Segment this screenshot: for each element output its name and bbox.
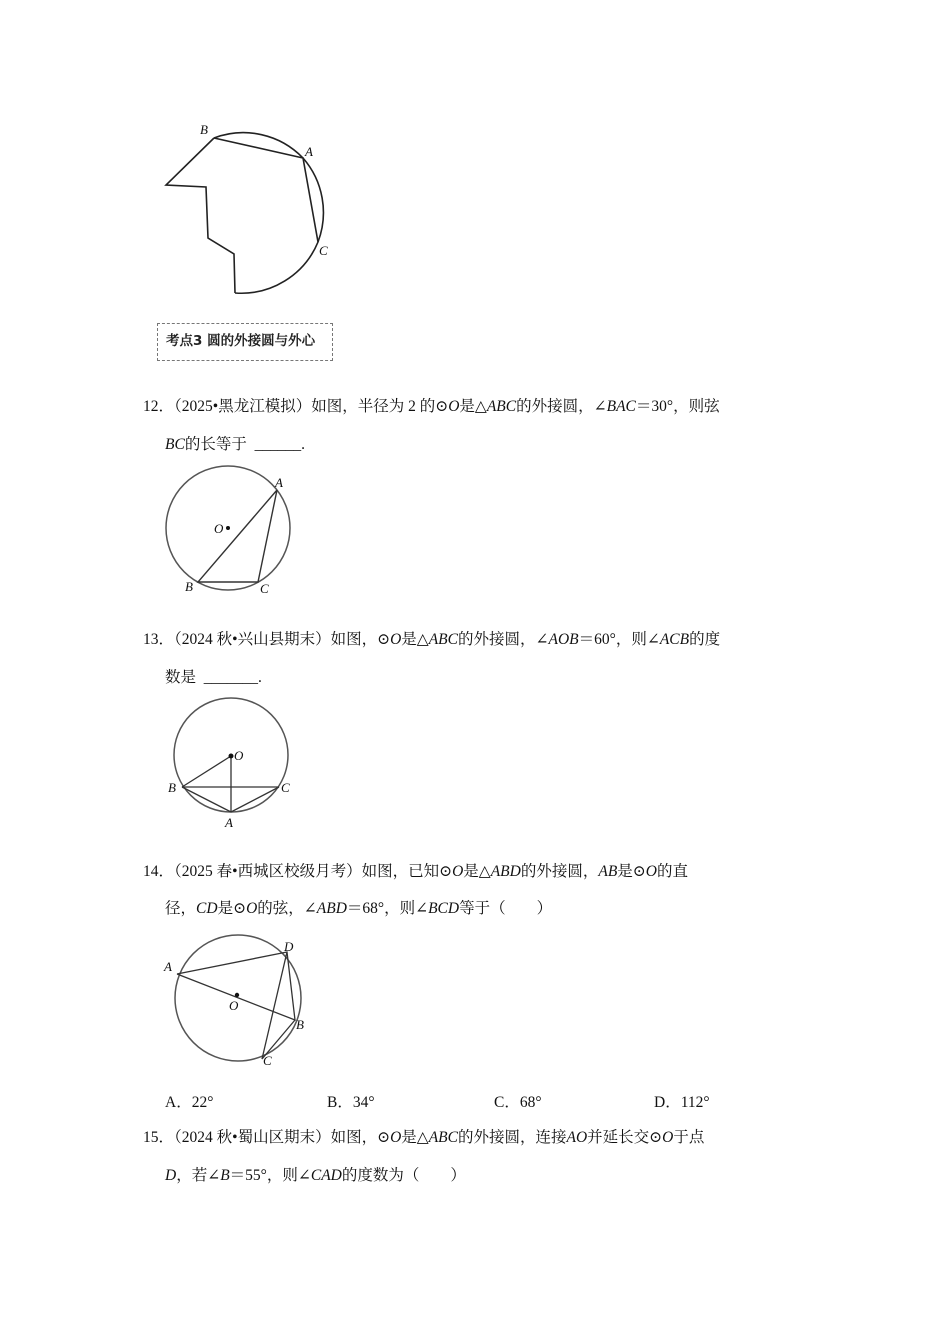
label-c: C: [263, 1053, 272, 1068]
label-a: A: [305, 144, 313, 159]
label-b: B: [168, 780, 176, 795]
label-b: B: [200, 122, 208, 137]
q13-line2: 数是 _______.: [165, 669, 262, 686]
answer-blank: _______: [203, 669, 259, 686]
choice-b[interactable]: B．34°: [327, 1094, 375, 1111]
label-o: O: [229, 998, 239, 1013]
label-a: A: [164, 959, 172, 974]
choice-a[interactable]: A．22°: [165, 1094, 214, 1111]
label-o: O: [234, 748, 244, 763]
label-a: A: [225, 815, 233, 830]
label-a: A: [275, 475, 283, 490]
choice-c[interactable]: C．68°: [494, 1094, 542, 1111]
label-b: B: [296, 1017, 304, 1032]
section-label: 考点3 圆的外接圆与外心: [157, 323, 333, 361]
figure-q13: [163, 697, 303, 832]
label-o: O: [214, 521, 224, 536]
q14-line1: 14．（2025 春•西城区校级月考）如图，已知⊙O是△ABD的外接圆，AB是⊙O的直: [143, 863, 689, 880]
choice-d[interactable]: D．112°: [654, 1094, 710, 1111]
label-d: D: [284, 939, 294, 954]
label-c: C: [319, 243, 328, 258]
figure-q12: [160, 465, 300, 600]
label-c: C: [281, 780, 290, 795]
q15-line1: 15．（2024 秋•蜀山区期末）如图，⊙O是△ABC的外接圆，连接AO并延长交⊙O于点: [143, 1129, 705, 1146]
label-c: C: [260, 581, 269, 596]
q12-line1: 12．（2025•黑龙江模拟）如图，半径为 2 的⊙O是△ABC的外接圆，∠BAC＝30°，则弦: [143, 398, 720, 415]
q13-line1: 13．（2024 秋•兴山县期末）如图，⊙O是△ABC的外接圆，∠AOB＝60°，则∠ACB的度: [143, 631, 721, 648]
q15-line2: D，若∠B＝55°，则∠CAD的度数为（ ）: [165, 1167, 466, 1184]
label-b: B: [185, 579, 193, 594]
q12-line2: BC的长等于 ______.: [165, 436, 305, 453]
answer-blank: ______: [254, 436, 302, 453]
figure-q11: [150, 115, 350, 305]
q14-line2: 径，CD是⊙O的弦，∠ABD＝68°，则∠BCD等于（ ）: [165, 900, 553, 917]
figure-q14: [160, 928, 320, 1073]
